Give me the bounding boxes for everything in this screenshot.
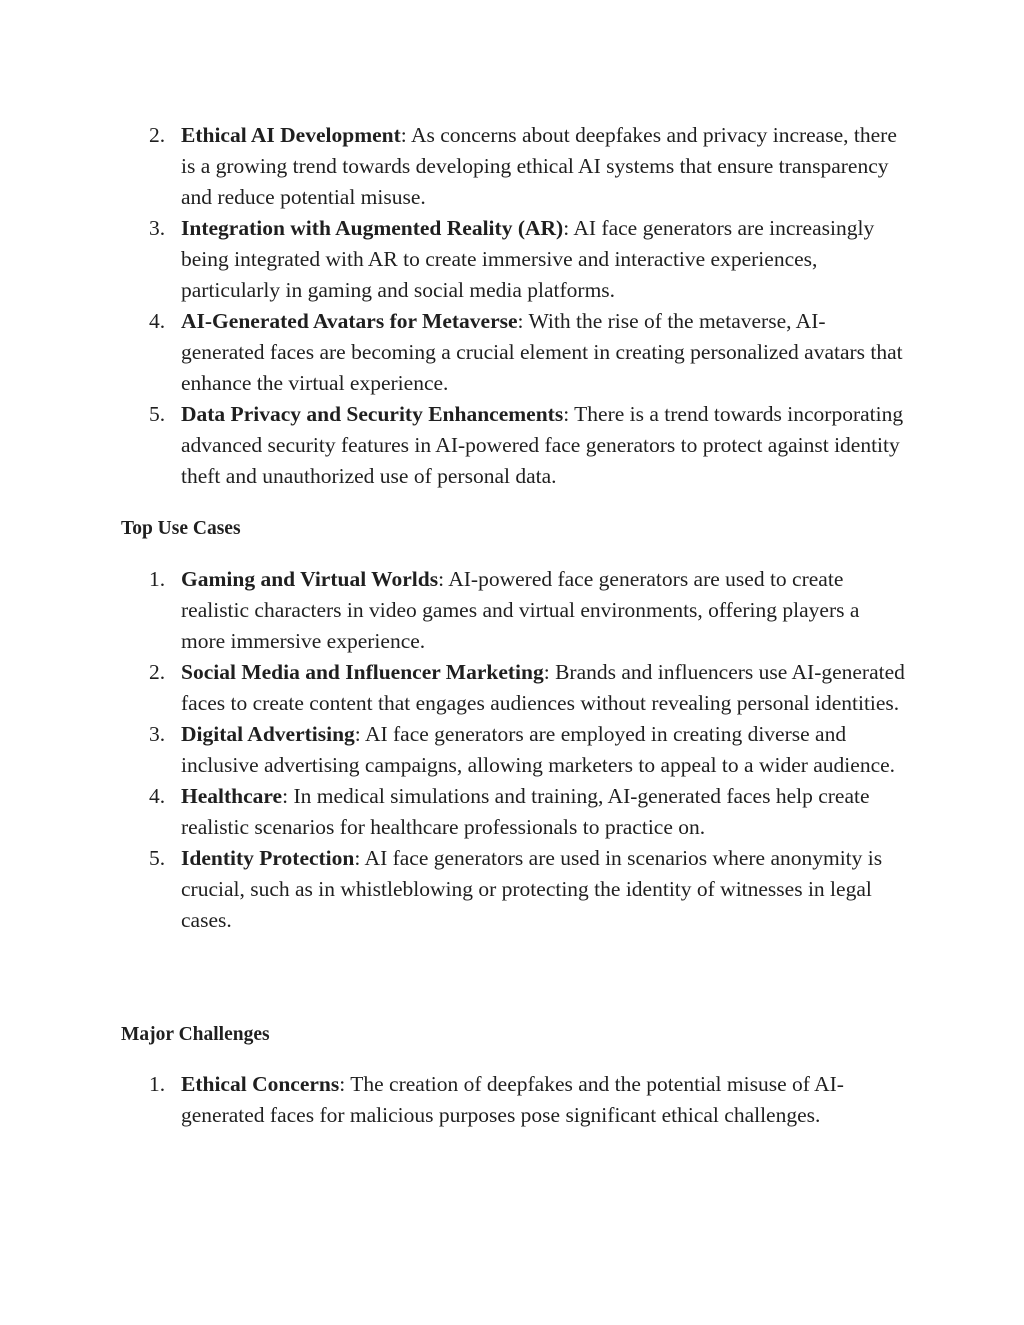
- list-item-term: Ethical Concerns: [181, 1072, 340, 1096]
- list-item: [0, 719, 906, 781]
- list-item-number: 3.: [149, 216, 166, 240]
- list-item-number: 5.: [149, 846, 166, 870]
- section-heading-challenges: Major Challenges: [121, 1024, 270, 1045]
- list-item-number: 4.: [149, 309, 166, 333]
- list-item-text: : As concerns about deepfakes and privacy increase, there is a growing trend towards developing ethical AI systems that ensure transparency and reduce potential misuse.: [181, 123, 897, 209]
- list-item-number: 1.: [149, 567, 166, 591]
- list-item-term: Healthcare: [181, 784, 283, 808]
- list-item-text: : AI face generators are increasingly being integrated with AR to create immersive and interactive experiences, particularly in gaming and social media platforms.: [181, 216, 875, 302]
- use-cases-list: [0, 564, 1024, 936]
- list-item-text: : AI face generators are used in scenarios where anonymity is crucial, such as in whistleblowing or protecting the identity of witnesses in legal cases.: [181, 846, 883, 932]
- list-item-text: : The creation of deepfakes and the potential misuse of AI-generated faces for malicious purposes pose significant ethical challenges.: [181, 1072, 844, 1127]
- list-item-text: : Brands and influencers use AI-generated faces to create content that engages audiences without revealing personal identities.: [181, 660, 905, 715]
- list-item-term: Gaming and Virtual Worlds: [181, 567, 439, 591]
- list-item: [0, 306, 906, 399]
- list-item: [0, 1069, 906, 1131]
- list-item: [0, 843, 906, 936]
- list-item: [0, 564, 906, 657]
- list-item: [0, 657, 906, 719]
- list-item-number: 2.: [149, 123, 166, 147]
- list-item-term: AI-Generated Avatars for Metaverse: [181, 309, 518, 333]
- list-item-number: 1.: [149, 1072, 166, 1096]
- list-item: [0, 781, 906, 843]
- list-item: [0, 399, 906, 492]
- list-item-number: 3.: [149, 722, 166, 746]
- list-item-text: : AI-powered face generators are used to create realistic characters in video games and virtual environments, offering players a more immersive experience.: [181, 567, 860, 653]
- list-item-number: 5.: [149, 402, 166, 426]
- list-item-number: 4.: [149, 784, 166, 808]
- list-item-term: Ethical AI Development: [181, 123, 401, 147]
- section-heading-use-cases: Top Use Cases: [121, 518, 241, 539]
- list-item: [0, 120, 906, 213]
- list-item-term: Integration with Augmented Reality (AR): [181, 216, 564, 240]
- list-item-text: : With the rise of the metaverse, AI-generated faces are becoming a crucial element in creating personalized avatars that enhance the virtual experience.: [181, 309, 903, 395]
- list-item-text: : In medical simulations and training, AI-generated faces help create realistic scenarios for healthcare professionals to practice on.: [181, 784, 870, 839]
- trends-list: [0, 120, 1024, 492]
- list-item: [0, 213, 906, 306]
- list-item-text: : There is a trend towards incorporating advanced security features in AI-powered face generators to protect against identity theft and unauthorized use of personal data.: [181, 402, 904, 488]
- list-item-number: 2.: [149, 660, 166, 684]
- challenges-list: [0, 1069, 1024, 1131]
- list-item-term: Social Media and Influencer Marketing: [181, 660, 544, 684]
- list-item-term: Digital Advertising: [181, 722, 355, 746]
- list-item-term: Identity Protection: [181, 846, 355, 870]
- list-item-term: Data Privacy and Security Enhancements: [181, 402, 564, 426]
- list-item-text: : AI face generators are employed in creating diverse and inclusive advertising campaigns, allowing marketers to appeal to a wider audience.: [181, 722, 896, 777]
